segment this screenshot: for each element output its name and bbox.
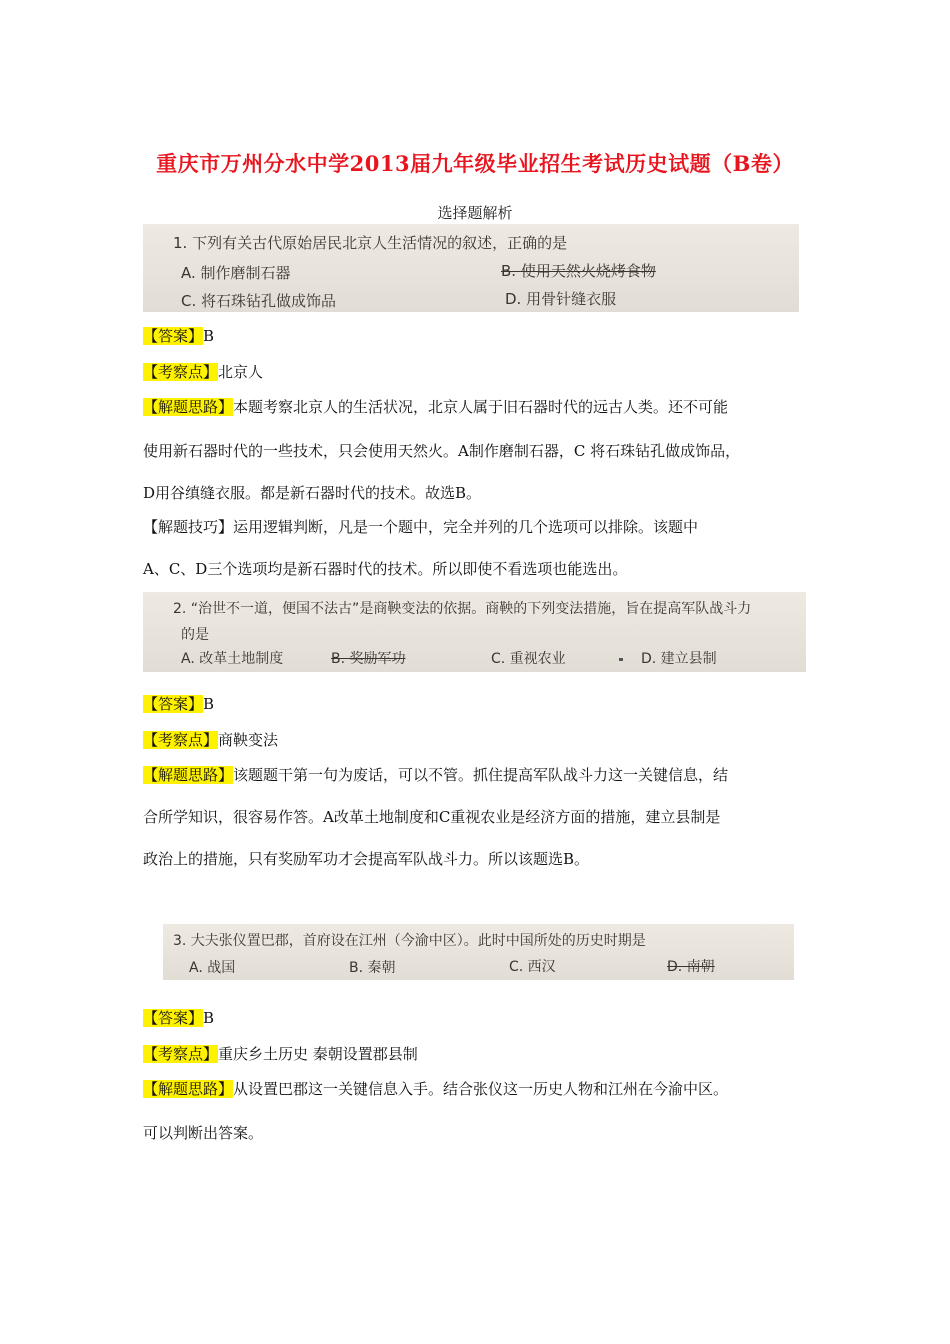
question-3-option-d: D. 南朝: [667, 959, 715, 975]
idea-line-1: [143, 764, 728, 785]
question-1-stem: 1. 下列有关古代原始居民北京人生活情况的叙述，正确的是: [173, 234, 568, 252]
idea-line-3: D用谷缜缝衣服。都是新石器时代的技术。故选B。: [143, 484, 482, 502]
question-1-point-row: [143, 360, 811, 384]
question-3-option-a: A. 战国: [189, 960, 236, 976]
point-value: 商鞅变法: [218, 731, 279, 749]
idea-tag: 【解题思路】: [143, 398, 234, 416]
answer-value: B: [203, 1009, 215, 1027]
scan-speck: [619, 658, 623, 661]
point-tag: 【考察点】: [143, 1045, 219, 1063]
point-value: 重庆乡土历史 秦朝设置郡县制: [218, 1045, 418, 1063]
question-2-scan: [143, 592, 806, 672]
question-1-idea: [143, 396, 811, 506]
skill-line-1: 【解题技巧】运用逻辑判断，凡是一个题中，完全并列的几个选项可以排除。该题中: [143, 518, 699, 536]
idea-text-1: 从设置巴郡这一关键信息入手。结合张仪这一历史人物和江州在今渝中区。: [233, 1080, 729, 1098]
question-3-stem: 3. 大夫张仪置巴郡，首府设在江州（今渝中区）。此时中国所处的历史时期是: [173, 933, 646, 949]
document-title: 重庆市万州分水中学2013届九年级毕业招生考试历史试题（B卷）: [156, 151, 794, 176]
idea-line-2: 合所学知识，很容易作答。A改革土地制度和C重视农业是经济方面的措施，建立县制是: [143, 808, 721, 826]
question-2-idea: [143, 764, 811, 874]
answer-tag: 【答案】: [143, 1009, 204, 1027]
idea-line-1: [143, 1078, 728, 1099]
section-subtitle: 选择题解析: [437, 204, 513, 222]
question-3-option-b: B. 秦朝: [349, 960, 396, 976]
question-3-scan: [163, 924, 794, 980]
question-1-option-c: C. 将石珠钻孔做成饰品: [181, 292, 337, 310]
answer-value: B: [203, 695, 215, 713]
question-2-point-row: [143, 728, 811, 752]
question-2-answer-row: [143, 692, 811, 716]
question-2-option-a: A. 改革土地制度: [181, 651, 284, 667]
point-tag: 【考察点】: [143, 731, 219, 749]
answer-tag: 【答案】: [143, 327, 204, 345]
answer-tag: 【答案】: [143, 695, 204, 713]
answer-value: B: [203, 327, 215, 345]
idea-line-2: 可以判断出答案。: [143, 1124, 264, 1142]
question-3-option-c: C. 西汉: [509, 959, 556, 975]
question-2-option-b: B. 奖励军功: [331, 651, 406, 667]
point-value: 北京人: [218, 363, 264, 381]
question-3-point-row: [143, 1042, 811, 1066]
idea-line-1: [143, 396, 728, 417]
idea-line-3: 政治上的措施，只有奖励军功才会提高军队战斗力。所以该题选B。: [143, 850, 590, 868]
question-2-stem-line-2: 的是: [181, 627, 209, 643]
question-2-option-d: D. 建立县制: [641, 651, 717, 667]
idea-tag: 【解题思路】: [143, 1080, 234, 1098]
question-2-option-c: C. 重视农业: [491, 651, 566, 667]
question-1-scan: [143, 224, 799, 312]
idea-line-2: 使用新石器时代的一些技术，只会使用天然火。A制作磨制石器，C 将石珠钻孔做成饰品，: [143, 442, 741, 460]
point-tag: 【考察点】: [143, 363, 219, 381]
question-1-option-a: A. 制作磨制石器: [181, 264, 291, 282]
question-1-answer-row: [143, 324, 811, 348]
question-3-idea: [143, 1078, 811, 1148]
idea-text-1: 本题考察北京人的生活状况，北京人属于旧石器时代的远古人类。还不可能: [233, 398, 729, 416]
question-1-option-d: D. 用骨针缝衣服: [505, 290, 617, 308]
question-1-skill: [143, 516, 811, 580]
question-3-answer-row: [143, 1006, 811, 1030]
idea-text-1: 该题题干第一句为废话，可以不管。抓住提高军队战斗力这一关键信息，结: [233, 766, 729, 784]
idea-tag: 【解题思路】: [143, 766, 234, 784]
skill-line-2: A、C、D三个选项均是新石器时代的技术。所以即使不看选项也能选出。: [143, 560, 628, 578]
question-2-stem-line-1: 2. “治世不一道，便国不法古”是商鞅变法的依据。商鞅的下列变法措施，旨在提高军队战斗力: [173, 601, 752, 617]
question-1-option-b: B. 使用天然火烧烤食物: [501, 262, 656, 280]
